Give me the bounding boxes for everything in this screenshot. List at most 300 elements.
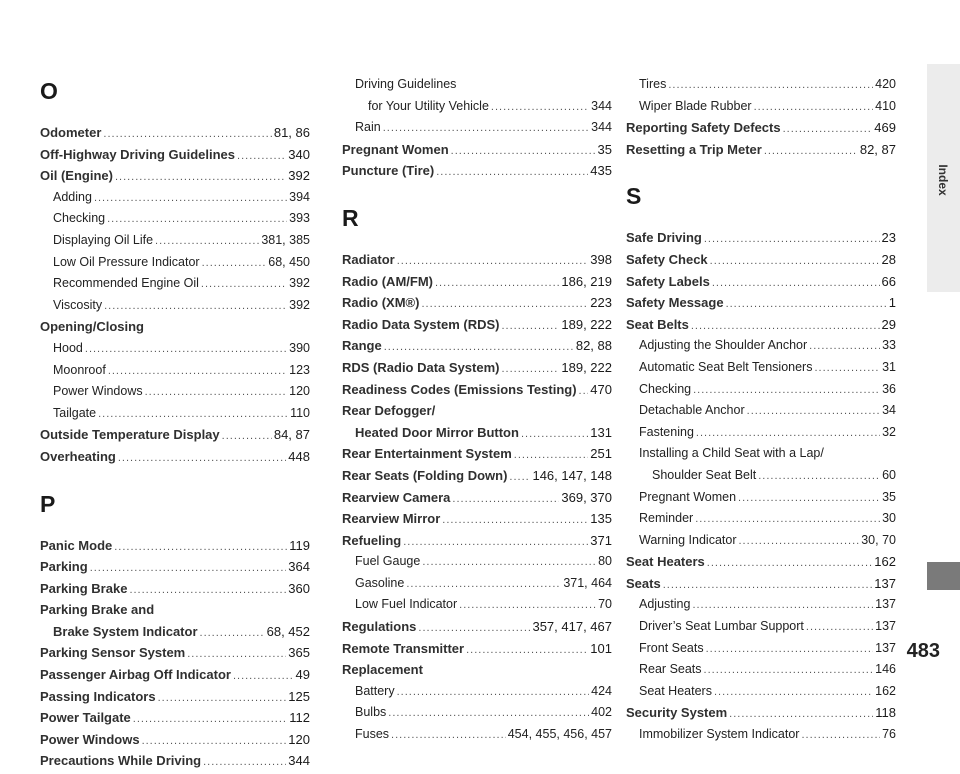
entry-term: Battery — [355, 683, 395, 698]
entry-term: Readiness Codes (Emissions Testing) — [342, 381, 577, 397]
page-refs: 30 — [882, 511, 896, 526]
page-refs: 131 — [590, 424, 612, 440]
page-refs: 137 — [875, 597, 896, 612]
page-refs: 36 — [882, 381, 896, 396]
index-entry — [40, 578, 310, 600]
page-refs: 80 — [598, 554, 612, 569]
entry-term: Low Oil Pressure Indicator — [53, 254, 200, 269]
dot-leader — [579, 381, 589, 403]
dot-leader — [754, 97, 874, 119]
entry-term: Radio (XM®) — [342, 295, 420, 311]
index-entry — [626, 702, 896, 724]
index-entry — [40, 360, 310, 382]
page-refs: 392 — [288, 168, 310, 184]
entry-term: Security System — [626, 705, 728, 721]
page-refs: 137 — [875, 640, 896, 655]
entry-term: Driver’s Seat Lumbar Support — [639, 619, 804, 634]
index-entry — [342, 335, 612, 357]
index-entry — [40, 621, 310, 643]
index-entry — [626, 400, 896, 422]
index-entry — [40, 642, 310, 664]
entry-term: Power Windows — [53, 384, 143, 399]
entry-term: Wiper Blade Rubber — [639, 98, 752, 113]
dot-leader — [237, 146, 286, 168]
page-refs: 66 — [881, 273, 896, 289]
page-refs: 1 — [888, 295, 896, 311]
entry-term: Parking Brake — [40, 580, 128, 596]
dot-leader — [693, 380, 880, 402]
dot-leader — [98, 404, 288, 426]
dot-leader — [509, 467, 530, 489]
page-number: 483 — [906, 640, 940, 662]
dot-leader — [384, 337, 574, 359]
index-entry — [40, 338, 310, 360]
index-entry — [342, 139, 612, 161]
dot-leader — [115, 167, 286, 189]
index-entry — [40, 230, 310, 252]
entry-term: Seat Heaters — [639, 683, 712, 698]
entry-term: Tires — [639, 77, 667, 91]
page-refs: 35 — [882, 489, 896, 504]
section-spacer — [40, 468, 310, 491]
page-refs: 29 — [881, 316, 896, 332]
entry-term: Pregnant Women — [639, 489, 737, 504]
entry-term: Immobilizer System Indicator — [639, 727, 800, 742]
index-entry — [342, 724, 612, 746]
dot-leader — [451, 141, 596, 163]
page-refs: 420 — [875, 77, 896, 91]
page-refs: 390 — [289, 340, 310, 355]
dot-leader — [421, 294, 588, 316]
page-refs: 344 — [591, 120, 612, 135]
index-entry — [626, 616, 896, 638]
index-entry — [342, 573, 612, 595]
index-entry — [626, 249, 896, 271]
index-entry — [342, 400, 612, 422]
page-refs: 189, 222 — [561, 316, 612, 332]
dot-leader — [397, 682, 590, 704]
page-refs: 223 — [590, 295, 612, 311]
side-tab-marker — [927, 562, 960, 590]
entry-term: Installing a Child Seat with a Lap/ — [639, 446, 824, 461]
dot-leader — [707, 553, 873, 575]
entry-term: Range — [342, 338, 382, 354]
page-refs: 60 — [882, 467, 896, 482]
dot-leader — [435, 273, 559, 295]
dot-leader — [806, 617, 873, 639]
dot-leader — [104, 296, 287, 318]
entry-term: Pregnant Women — [342, 141, 449, 157]
index-entry — [342, 74, 612, 96]
dot-leader — [202, 253, 267, 275]
index-entry — [40, 556, 310, 578]
dot-leader — [388, 703, 589, 725]
dot-leader — [94, 188, 287, 210]
entry-term: Reminder — [639, 511, 694, 526]
entry-term: Rear Seats — [639, 662, 702, 677]
entry-term: RDS (Radio Data System) — [342, 359, 500, 375]
page-refs: 137 — [874, 575, 896, 591]
page-refs: 392 — [289, 276, 310, 291]
dot-leader — [203, 752, 286, 774]
page-refs: 392 — [289, 297, 310, 312]
entry-term: Off-Highway Driving Guidelines — [40, 146, 236, 162]
page-refs: 49 — [295, 667, 310, 683]
entry-term: Adjusting — [639, 597, 691, 612]
dot-leader — [222, 426, 272, 448]
entry-term: Warning Indicator — [639, 532, 737, 547]
dot-leader — [118, 448, 286, 470]
entry-term: Replacement — [342, 662, 423, 678]
index-entry — [40, 295, 310, 317]
index-entry — [342, 443, 612, 465]
dot-leader — [809, 336, 880, 358]
dot-leader — [691, 316, 880, 338]
page-refs: 469 — [874, 120, 896, 136]
index-entry — [626, 96, 896, 118]
index-entry — [40, 403, 310, 425]
index-entry — [626, 117, 896, 139]
entry-term: Rearview Mirror — [342, 511, 441, 527]
entry-term: Hood — [53, 340, 83, 355]
entry-term: Moonroof — [53, 362, 106, 377]
page-refs: 369, 370 — [561, 489, 612, 505]
section-heading: R — [342, 204, 359, 231]
index-entry — [626, 465, 896, 487]
index-entry — [626, 422, 896, 444]
index-entry — [40, 707, 310, 729]
page-refs: 381, 385 — [261, 232, 310, 247]
index-entry — [626, 487, 896, 509]
entry-term: Gasoline — [355, 575, 405, 590]
dot-leader — [418, 618, 530, 640]
section-heading: S — [626, 183, 642, 210]
page-refs: 146 — [875, 662, 896, 677]
page-refs: 364 — [288, 559, 310, 575]
page-refs: 360 — [288, 580, 310, 596]
entry-term: Passenger Airbag Off Indicator — [40, 667, 231, 683]
page-refs: 394 — [289, 189, 310, 204]
page-refs: 454, 455, 456, 457 — [507, 727, 612, 742]
entry-term: Fuses — [355, 727, 390, 742]
entry-term: Outside Temperature Display — [40, 427, 220, 443]
entry-term: Automatic Seat Belt Tensioners — [639, 359, 813, 374]
dot-leader — [704, 660, 874, 682]
index-entry — [40, 316, 310, 338]
page-refs: 123 — [289, 362, 310, 377]
index-entry — [342, 681, 612, 703]
index-entry — [626, 357, 896, 379]
index-entry — [40, 750, 310, 772]
entry-term: Refueling — [342, 532, 402, 548]
index-entry — [40, 144, 310, 166]
entry-term: Panic Mode — [40, 537, 113, 553]
entry-term: Rain — [355, 120, 381, 135]
dot-leader — [383, 118, 589, 140]
entry-term: Odometer — [40, 125, 102, 140]
index-entry — [40, 381, 310, 403]
dot-leader — [706, 639, 874, 661]
dot-leader — [712, 273, 880, 295]
page-refs: 365 — [288, 645, 310, 661]
entry-term: Rearview Camera — [342, 489, 451, 505]
page-refs: 33 — [882, 338, 896, 353]
index-entry — [626, 271, 896, 293]
page-refs: 35 — [597, 141, 612, 157]
dot-leader — [729, 704, 873, 726]
index-column-1 — [40, 0, 310, 772]
dot-leader — [108, 361, 287, 383]
dot-leader — [142, 731, 287, 753]
index-entry — [342, 508, 612, 530]
entry-term: Seats — [626, 575, 661, 591]
dot-leader — [422, 552, 596, 574]
entry-term: Seat Belts — [626, 316, 689, 332]
index-entry — [40, 664, 310, 686]
index-entry — [342, 271, 612, 293]
page-refs: 435 — [590, 163, 612, 179]
page-refs: 120 — [288, 731, 310, 747]
index-entry — [40, 599, 310, 621]
entry-term: Checking — [53, 211, 106, 226]
dot-leader — [714, 682, 873, 704]
index-entry — [626, 551, 896, 573]
entry-term: Driving Guidelines — [355, 77, 457, 91]
index-entry — [40, 446, 310, 468]
entry-term: Safe Driving — [626, 230, 702, 246]
dot-leader — [391, 725, 506, 747]
index-entry — [626, 594, 896, 616]
index-entry — [342, 487, 612, 509]
entry-term: Opening/Closing — [40, 319, 144, 335]
entry-term: Front Seats — [639, 640, 704, 655]
index-entry — [342, 292, 612, 314]
index-entry — [342, 551, 612, 573]
page-refs: 137 — [875, 619, 896, 634]
index-entry — [342, 422, 612, 444]
index-entry — [342, 379, 612, 401]
index-entry — [626, 530, 896, 552]
dot-leader — [696, 423, 880, 445]
entry-term: Displaying Oil Life — [53, 232, 154, 247]
page-refs: 357, 417, 467 — [532, 619, 612, 635]
page-refs: 81, 86 — [273, 125, 310, 140]
entry-term: Reporting Safety Defects — [626, 120, 781, 136]
index-entry — [626, 139, 896, 161]
page-refs: 84, 87 — [273, 427, 310, 443]
entry-term: Tailgate — [53, 405, 97, 420]
page-refs: 135 — [590, 511, 612, 527]
entry-term: Detachable Anchor — [639, 403, 745, 418]
entry-term: Safety Check — [626, 251, 708, 267]
index-entry — [626, 681, 896, 703]
dot-leader — [663, 575, 873, 597]
index-entry — [40, 686, 310, 708]
page-refs: 402 — [591, 705, 612, 720]
index-entry — [626, 379, 896, 401]
index-entry — [626, 443, 896, 465]
page-refs: 118 — [875, 705, 896, 721]
dot-leader — [710, 251, 880, 273]
page-refs: 162 — [875, 683, 896, 698]
index-entry — [342, 638, 612, 660]
side-tab-label: Index — [936, 164, 950, 196]
dot-leader — [187, 644, 286, 666]
index-entry — [40, 208, 310, 230]
entry-term: Oil (Engine) — [40, 168, 113, 184]
page-refs: 68, 452 — [266, 623, 310, 639]
index-entry — [342, 96, 612, 118]
entry-term: Fastening — [639, 424, 694, 439]
entry-term: Remote Transmitter — [342, 640, 465, 656]
dot-leader — [133, 709, 287, 731]
dot-leader — [521, 424, 588, 446]
entry-term: Rear Entertainment System — [342, 446, 512, 462]
entry-term: Brake System Indicator — [53, 623, 198, 639]
page-refs: 146, 147, 148 — [532, 467, 612, 483]
entry-term: Overheating — [40, 448, 116, 464]
entry-term: Regulations — [342, 619, 417, 635]
page-refs: 110 — [290, 405, 310, 420]
page-refs: 70 — [598, 597, 612, 612]
page-refs: 344 — [288, 753, 310, 769]
entry-term: Seat Heaters — [626, 554, 705, 570]
index-entry — [342, 357, 612, 379]
index-entry — [342, 117, 612, 139]
dot-leader — [514, 445, 589, 467]
dot-leader — [783, 119, 873, 141]
dot-leader — [501, 359, 559, 381]
dot-leader — [442, 510, 588, 532]
entry-term: Passing Indicators — [40, 688, 156, 704]
dot-leader — [103, 124, 271, 146]
dot-leader — [801, 725, 880, 747]
page-refs: 186, 219 — [561, 273, 612, 289]
page-refs: 470 — [590, 381, 612, 397]
page-refs: 371 — [590, 532, 612, 548]
dot-leader — [114, 537, 287, 559]
dot-leader — [107, 209, 287, 231]
page-refs: 32 — [882, 424, 896, 439]
page-refs: 393 — [289, 211, 310, 226]
page-refs: 82, 87 — [859, 141, 896, 157]
dot-leader — [668, 75, 873, 97]
entry-term: Adjusting the Shoulder Anchor — [639, 338, 808, 353]
entry-term: Recommended Engine Oil — [53, 276, 199, 291]
page-refs: 189, 222 — [561, 359, 612, 375]
page-refs: 30, 70 — [861, 532, 896, 547]
dot-leader — [85, 339, 287, 361]
dot-leader — [90, 558, 287, 580]
page-refs: 28 — [881, 251, 896, 267]
entry-term: Radio Data System (RDS) — [342, 316, 500, 332]
index-entry — [626, 74, 896, 96]
index-entry — [342, 616, 612, 638]
page-refs: 101 — [590, 640, 612, 656]
dot-leader — [129, 580, 286, 602]
index-entry — [40, 252, 310, 274]
entry-term: Resetting a Trip Meter — [626, 141, 762, 157]
dot-leader — [491, 97, 589, 119]
page-refs: 410 — [875, 98, 896, 113]
index-entry — [626, 335, 896, 357]
dot-leader — [436, 162, 588, 184]
index-entry — [626, 314, 896, 336]
entry-term: Checking — [639, 381, 692, 396]
dot-leader — [397, 251, 589, 273]
dot-leader — [695, 509, 880, 531]
dot-leader — [814, 358, 880, 380]
dot-leader — [501, 316, 559, 338]
dot-leader — [738, 488, 880, 510]
entry-term: Safety Message — [626, 295, 724, 311]
page-refs: 82, 88 — [575, 338, 612, 354]
page-refs: 119 — [289, 537, 310, 553]
section-spacer — [342, 182, 612, 205]
page-refs: 398 — [590, 251, 612, 267]
page-refs: 424 — [591, 683, 612, 698]
dot-leader — [764, 141, 858, 163]
entry-term: Puncture (Tire) — [342, 163, 435, 179]
index-entry — [626, 724, 896, 746]
page-refs: 162 — [874, 554, 896, 570]
entry-term: Parking Brake and — [40, 602, 155, 618]
dot-leader — [233, 666, 294, 688]
index-entry — [342, 314, 612, 336]
dot-leader — [158, 688, 287, 710]
index-entry — [342, 249, 612, 271]
section-spacer — [626, 160, 896, 183]
dot-leader — [692, 595, 873, 617]
index-entry — [40, 729, 310, 751]
dot-leader — [403, 532, 588, 554]
index-entry — [626, 292, 896, 314]
dot-leader — [201, 274, 287, 296]
entry-term: for Your Utility Vehicle — [368, 98, 489, 113]
page-refs: 120 — [289, 384, 310, 399]
index-entry — [342, 465, 612, 487]
index-entry — [626, 508, 896, 530]
index-entry — [342, 702, 612, 724]
page-refs: 371, 464 — [563, 575, 612, 590]
entry-term: Fuel Gauge — [355, 554, 421, 569]
entry-term: Safety Labels — [626, 273, 710, 289]
entry-term: Power Windows — [40, 731, 140, 747]
dot-leader — [747, 401, 880, 423]
dot-leader — [758, 466, 880, 488]
dot-leader — [406, 574, 561, 596]
dot-leader — [145, 382, 288, 404]
entry-term: Parking Sensor System — [40, 645, 186, 661]
entry-term: Shoulder Seat Belt — [652, 467, 757, 482]
dot-leader — [200, 623, 265, 645]
entry-term: Viscosity — [53, 297, 103, 312]
entry-term: Low Fuel Indicator — [355, 597, 458, 612]
page-refs: 344 — [591, 98, 612, 113]
index-entry — [40, 122, 310, 144]
page-refs: 251 — [590, 446, 612, 462]
dot-leader — [739, 531, 860, 553]
entry-term: Radiator — [342, 251, 395, 267]
page-refs: 340 — [288, 146, 310, 162]
entry-term: Bulbs — [355, 705, 387, 720]
entry-term: Heated Door Mirror Button — [355, 424, 519, 440]
page-refs: 34 — [882, 403, 896, 418]
index-entry — [342, 160, 612, 182]
index-column-2 — [342, 0, 612, 746]
index-entry — [40, 187, 310, 209]
entry-term: Precautions While Driving — [40, 753, 202, 769]
